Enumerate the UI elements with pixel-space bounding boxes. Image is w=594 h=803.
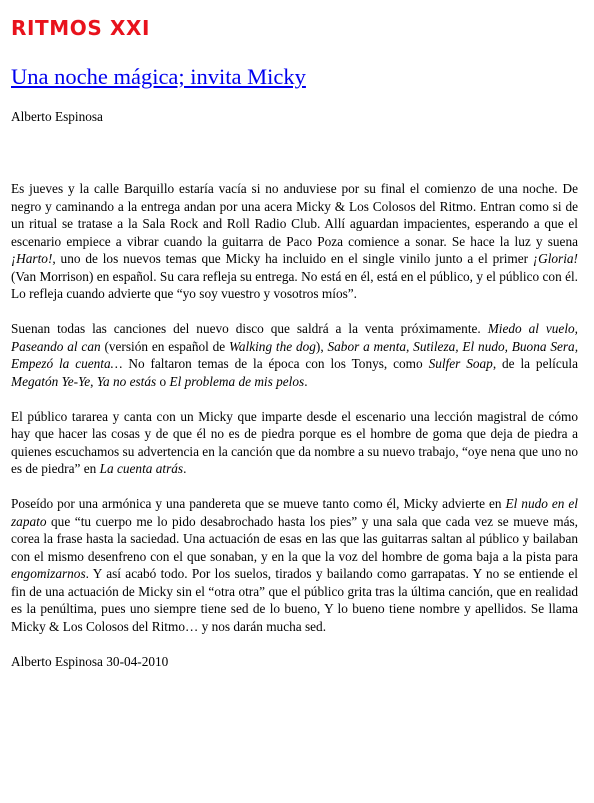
italic-title: Sabor a menta, Sutileza, El nudo, Buona Sera, Empezó la cuenta… bbox=[11, 338, 579, 371]
text-run: Es jueves y la calle Barquillo estaría vacía si no anduviese por su final el comienzo de una noche. De negro y caminando a la entrega andan por una acera Micky & Los Colosos del Ritmo. Entran como si de un ritual se tratase a la Sala Rock and Roll Radio Club. Allí aguardan impacientes, esperando a que el escenario empiece a vibrar cuando la guitarra de Paco Poza comience a sonar. Se hace la luz y suena bbox=[11, 181, 578, 249]
article-paragraph bbox=[11, 408, 578, 478]
italic-title: Miedo al vuelo, Paseando al can bbox=[11, 321, 578, 354]
text-run: , bbox=[90, 373, 97, 389]
italic-title: ¡Gloria! bbox=[532, 251, 578, 266]
text-run: No faltaron temas de la época con los Tonys, como bbox=[122, 356, 429, 371]
article-paragraph bbox=[11, 320, 578, 390]
article-body bbox=[11, 180, 578, 670]
italic-title: El problema de mis pelos bbox=[169, 373, 305, 389]
italic-title: engomizarnos bbox=[11, 566, 86, 581]
text-run: o bbox=[156, 373, 170, 389]
italic-title: El nudo en el zapato bbox=[11, 496, 578, 529]
text-run: Suenan todas las canciones del nuevo disco que saldrá a la venta próximamente. bbox=[11, 321, 488, 336]
text-run: El público tararea y canta con un Micky que imparte desde el escenario una lección magistral de cómo hay que hacer las cosas y de que él no es de piedra porque es el hombre de goma que deja de piedra a quienes escuchamos su advertencia en la canción que da nombre a su nuevo trabajo, “oye nena que uno no es de piedra” en bbox=[11, 408, 578, 476]
article-paragraph bbox=[11, 180, 578, 303]
text-run: , uno de los nuevos temas que Micky ha incluido en el single vinilo junto a el primer bbox=[52, 251, 533, 266]
text-run: (Van Morrison) en español. Su cara refleja su entrega. No está en él, está en el público, y el público con él. Lo refleja cuando advierte que “yo soy vuestro y vosotros míos”. bbox=[11, 268, 578, 301]
text-run: que “tu cuerpo me lo pido desabrochado hasta los pies” y una sala que cada vez se mueve más, corea la frase hasta la saciedad. Una actuación de esas en las que las guitarras saltan al público y bailaban con el mismo desenfreno con el que sonaban, y en la que la voz del hombre de goma baja a la pista para bbox=[11, 513, 578, 564]
article-signature: Alberto Espinosa 30-04-2010 bbox=[11, 653, 169, 669]
italic-title: Megatón Ye-Ye bbox=[11, 373, 91, 389]
italic-title: Sulfer Soap bbox=[428, 356, 493, 371]
article-byline: Alberto Espinosa bbox=[11, 109, 103, 124]
text-run: . bbox=[304, 373, 308, 389]
site-title: RITMOS XXI bbox=[11, 16, 151, 40]
text-run: ), bbox=[315, 338, 328, 354]
text-run: , de la película bbox=[492, 356, 579, 371]
article-headline-link[interactable]: Una noche mágica; invita Micky bbox=[11, 64, 306, 89]
text-run: Poseído por una armónica y una pandereta que se mueve tanto como él, Micky advierte en bbox=[11, 496, 506, 511]
text-run: . Y así acabó todo. Por los suelos, tirados y bailando como garrapatas. Y no se entiende el fin de una actuación de Micky sin el “otra otra” que el público grita tras la última canción, que en realidad es la penúltima, pues uno siempre tiene sed de lo bueno, Y lo bueno tiene nombre y apellidos. Se llama Micky & Los Colosos del Ritmo… y nos darán mucha sed. bbox=[11, 566, 578, 634]
article-paragraph bbox=[11, 495, 578, 635]
italic-title: Walking the dog bbox=[229, 338, 316, 354]
italic-title: Ya no estás bbox=[96, 373, 157, 389]
text-run: . bbox=[183, 461, 187, 476]
article-headline bbox=[11, 63, 306, 91]
text-run: (versión en español de bbox=[100, 338, 229, 354]
italic-title: ¡Harto! bbox=[11, 251, 53, 266]
italic-title: La cuenta atrás bbox=[99, 461, 184, 476]
